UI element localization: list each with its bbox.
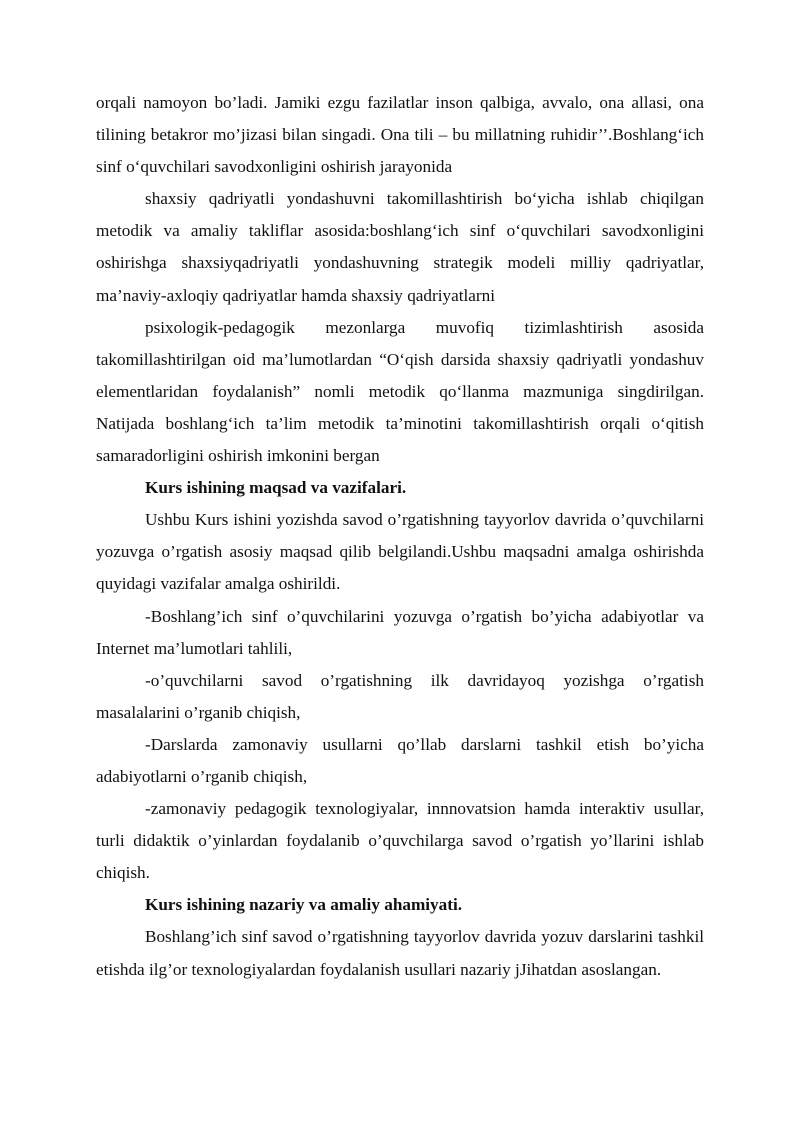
- list-item-task-writing: -o’quvchilarni savod o’rgatishning ilk davridayoq yozishga o’rgatish masalalarini o’rganib chiqish,: [96, 670, 704, 722]
- paragraph-goal-statement: Ushbu Kurs ishini yozishda savod o’rgatishning tayyorlov davrida o’quvchilarni yozuvga o’rgatish asosiy maqsad qilib belgilandi.Ushbu maqsadni amalga oshirishda quyidagi vazifalar amalga oshirildi.: [96, 510, 704, 594]
- document-page: [96, 87, 704, 986]
- paragraph-significance: Boshlang’ich sinf savod o’rgatishning tayyorlov davrida yozuv darslarini tashkil etishda ilg’or texnologiyalardan foydalanish usullari nazariy jJihatdan asoslangan.: [96, 927, 704, 979]
- paragraph-intro-quote: orqali namoyon bo’ladi. Jamiki ezgu fazilatlar inson qalbiga, avvalo, ona allasi, ona tilining betakror mo’jizasi bilan singadi. Ona tili – bu millatning ruhidir’’.Boshlang‘ich sinf o‘quvchilari savodxonligini oshirish jarayonida: [96, 93, 704, 177]
- paragraph-methodical-proposals: shaxsiy qadriyatli yondashuvni takomillashtirish bo‘yicha ishlab chiqilgan metodik va amaliy takliflar asosida:boshlang‘ich sinf o‘quvchilari savodxonligini oshirishga shaxsiyqadriyatli yondashuvning strategik modeli milliy qadriyatlar, ma’naviy-axloqiy qadriyatlar hamda shaxsiy qadriyatlarni: [96, 189, 704, 305]
- section-heading-goals: Kurs ishining maqsad va vazifalari.: [145, 478, 407, 498]
- list-item-task-literature: -Boshlang’ich sinf o’quvchilarini yozuvga o’rgatish bo’yicha adabiyotlar va Internet ma’lumotlari tahlili,: [96, 606, 704, 658]
- paragraph-psychological-criteria: psixologik-pedagogik mezonlarga muvofiq tizimlashtirish asosida takomillashtirilgan oid ma’lumotlardan “O‘qish darsida shaxsiy qadriyatli yondashuv elementlaridan foydalanish” nomli metodik qo‘llanma mazmuniga singdirilgan. Natijada boshlang‘ich ta’lim metodik ta’minotini takomillashtirish orqali o‘qitish samaradorligini oshirish imkonini bergan: [96, 317, 704, 466]
- section-heading-significance: Kurs ishining nazariy va amaliy ahamiyati.: [145, 895, 463, 915]
- list-item-task-technologies: -zamonaviy pedagogik texnologiyalar, innnovatsion hamda interaktiv usullar, turli didaktik o’yinlardan foydalanib o’quvchilarga savod o’rgatish yo’llarini ishlab chiqish.: [96, 799, 704, 883]
- list-item-task-modern-methods: -Darslarda zamonaviy usullarni qo’llab darslarni tashkil etish bo’yicha adabiyotlarni o’rganib chiqish,: [96, 734, 704, 786]
